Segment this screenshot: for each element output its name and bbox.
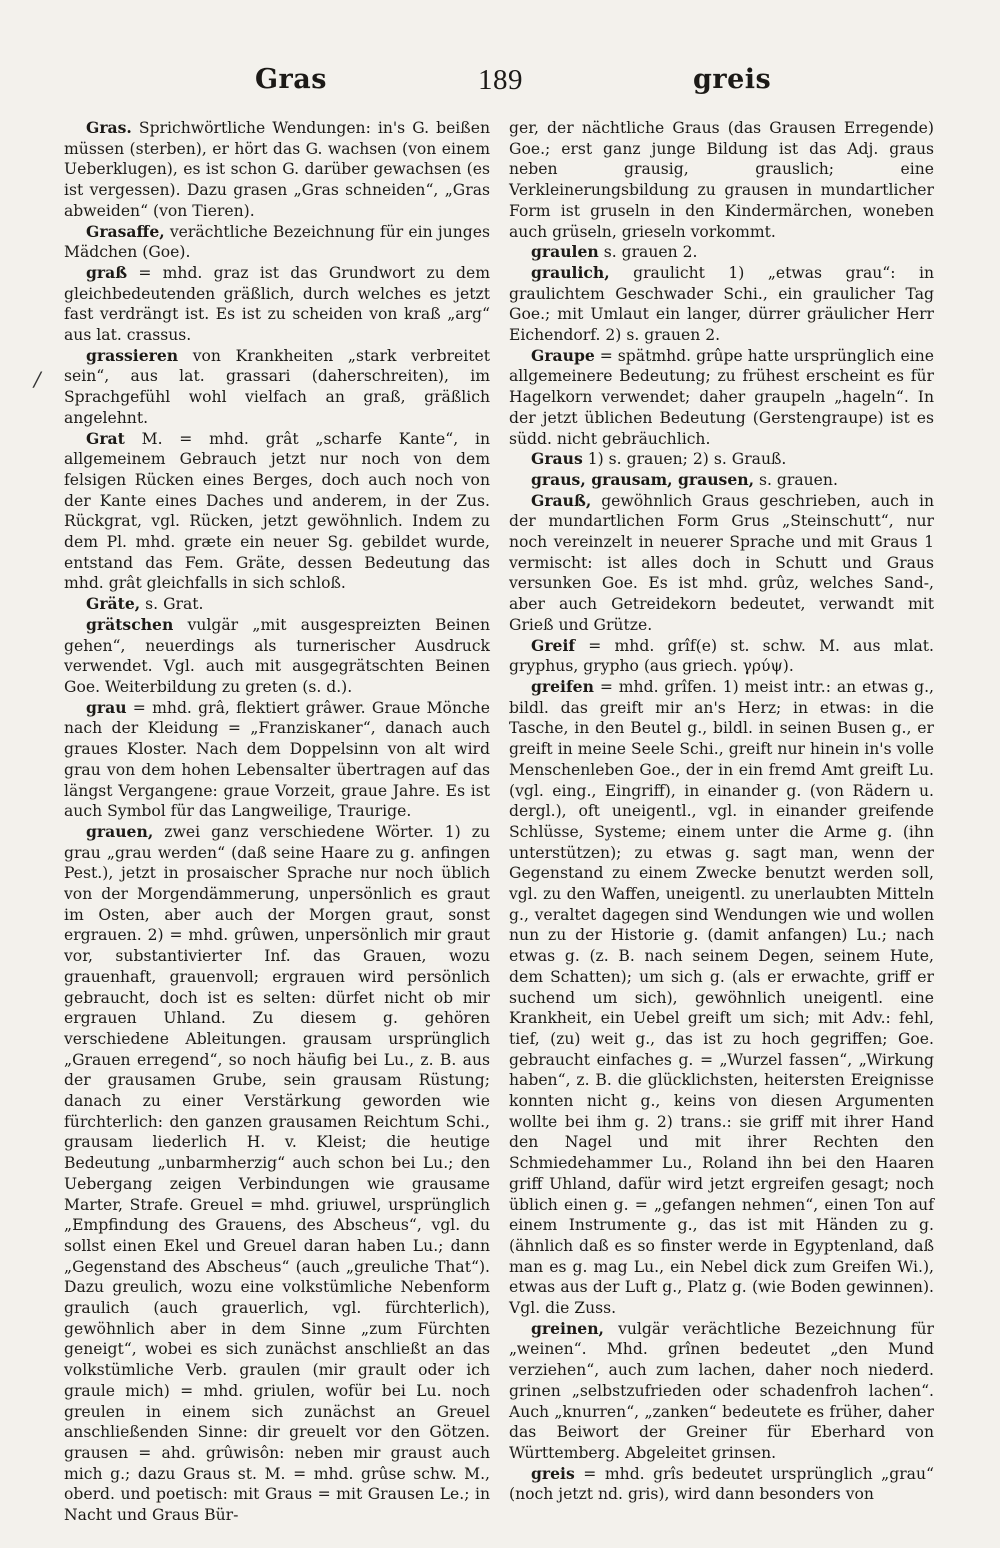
dictionary-entry bbox=[64, 263, 490, 346]
dictionary-entry bbox=[64, 346, 490, 429]
dictionary-entry bbox=[509, 346, 934, 450]
dictionary-entry bbox=[509, 1464, 934, 1505]
dictionary-entry bbox=[509, 263, 934, 346]
entry-text: von Krankheiten „stark verbreitet sein“, aus lat. grassari (daherschreiten), im Sprachgefühl wohl vielfach an graß, gräßlich angelehnt. bbox=[64, 346, 490, 427]
entry-headword: Gras. bbox=[86, 118, 132, 137]
dictionary-entry bbox=[509, 470, 934, 491]
entry-headword: Grauß, bbox=[531, 490, 592, 510]
entry-headword: grassieren bbox=[86, 345, 179, 365]
entry-text: = mhd. graz ist das Grundwort zu dem gleichbedeutenden gräßlich, durch welches es jetzt fast verdrängt ist. Es ist zu scheiden von kraß „arg“ aus lat. crassus. bbox=[64, 263, 490, 345]
dictionary-entry bbox=[64, 594, 490, 615]
entry-text: M. = mhd. grât „scharfe Kante“, in allgemeinem Gebrauch jetzt nur noch von dem felsigen Rücken eines Berges, doch auch noch von der Kante eines Daches und anderem, in der Zus. Rückgrat, vgl. Rücken, jetzt gewöhnlich. Indem zu dem Pl. mhd. græte ein neuer Sg. gebildet wurde, entstand das Fem. Gräte, dessen Bedeutung das mhd. grât gleichfalls in sich schloß. bbox=[64, 429, 490, 593]
entry-text: vulgär verächtliche Bezeichnung für „weinen“. Mhd. grînen bedeutet „den Mund verziehen“, auch zum lachen, daher noch niederd. grinen „selbstzufrieden oder schadenfroh lachen“. Auch „knurren“, „zanken“ bedeutete es früher, daher das Beiwort der Greiner für Eberhard von Württemberg. Abgeleitet grinsen. bbox=[509, 1319, 934, 1462]
entry-headword: Greif bbox=[531, 635, 576, 655]
dictionary-entry bbox=[64, 429, 490, 595]
entry-text: zwei ganz verschiedene Wörter. 1) zu grau „grau werden“ (daß seine Haare zu g. anfingen Pest.), jetzt in prosaischer Sprache nur noch üblich von der Morgendämmerung, unpersönlich es graut im Osten, aber auch der Morgen graut, sonst ergrauen. 2) = mhd. grûwen, unpersönlich mir graut vor, substantivierter Inf. das Grauen, wozu grauenhaft, grauenvoll; ergrauen wird persönlich gebraucht, doch ist es selten: dürfet nicht ob mir ergrauen Uhland. Zu diesem g. gehören verschiedene Ableitungen. grausam ursprünglich „Grauen erregend“, so noch häufig bei Lu., z. B. aus der grausamen Grube, sein grausam Rüstung; danach zu einer Verstärkung geworden wie fürchterlich: den ganzen grausamen Reichtum Schi., grausam liederlich H. v. Kleist; die heutige Bedeutung „unbarmherzig“ auch schon bei Lu.; den Uebergang zeigen Verbindungen wie grausame Marter, Strafe. Greuel = mhd. griuwel, ursprünglich „Empfindung des Grauens, des Abscheus“, vgl. du sollst einen Ekel und Greuel daran haben Lu.; dann „Gegenstand des Abscheus“ (auch „greuliche That“). Dazu greulich, wozu eine volkstümliche Nebenform graulich (auch grauerlich, vgl. fürchterlich), gewöhnlich aber in dem Sinne „zum Fürchten geneigt“, wobei es sich zunächst anschließt an das volkstümliche Verb. graulen (mir grault oder ich graule mich) = mhd. griulen, wofür bei Lu. noch greulen in einem sich zunächst an Greuel anschließenden Sinne: dir greuelt vor den Götzen. grausen = ahd. grûwisôn: neben mir graust auch mich g.; dazu Graus st. M. = mhd. grûse schw. M., oberd. und poetisch: mit Graus = mit Grausen Le.; in Nacht und Graus Bür- bbox=[64, 822, 490, 1525]
page-header bbox=[0, 64, 1000, 104]
entry-headword: graulen bbox=[531, 242, 599, 262]
left-column bbox=[64, 118, 490, 1526]
entry-headword: grätschen bbox=[86, 614, 174, 634]
entry-text: s. Grat. bbox=[140, 595, 204, 614]
header-last-entry: greis bbox=[693, 64, 772, 95]
entry-text: = mhd. grîfen. 1) meist intr.: an etwas g., bildl. das greift mir an's Herz; in etwas: in die Tasche, in den Beutel g., bildl. in seinen Busen g., er greift in meine Seele Schi., greift nur hinein in's volle Menschenleben Goe., der in ein fremd Amt greift Lu. (vgl. eing., Eingriff), in einander g. (von Rädern u. dergl.), oft uneigentl., vgl. in einander greifende Schlüsse, Systeme; einem unter die Arme g. (ihn unterstützen); zu etwas g. sagt man, wenn der Gegenstand zu einem Zwecke benutzt werden soll, vgl. zu den Waffen, uneigentl. zu unerlaubten Mitteln g., veraltet dagegen sind Wendungen wie und wollen nun zu der Historie g. (damit anfangen) Lu.; nach etwas g. (z. B. nach seinem Degen, seinem Hute, dem Schatten); um sich g. (als er erwachte, griff er suchend um sich), gewöhnlich uneigentl. eine Krankheit, ein Uebel greift um sich; mit Adv.: fehl, tief, (zu) weit g., das ist zu hoch gegriffen; Goe. gebraucht einfaches g. = „Wurzel fassen“, „Wirkung haben“, z. B. die glücklichsten, heitersten Ereignisse konnten nicht g., keins von diesen Argumenten wollte bei ihm g. 2) trans.: sie griff mit ihrer Hand den Nagel und mit ihrer Rechten den Schmiedehammer Lu., Roland ihn bei den Haaren griff Uhland, dafür wird jetzt ergreifen gesagt; noch üblich einen g. = „gefangen nehmen“, einen Ton auf einem Instrumente g., das ist mit Händen zu g. (ähnlich daß es so finster werde in Egyptenland, daß man es g. mag Lu., ein Nebel dick zum Greifen Wi.), etwas aus der Luft g., Platz g. (wie Boden gewinnen). Vgl. die Zuss. bbox=[509, 677, 934, 1318]
entry-text: vulgär „mit ausgespreizten Beinen gehen“, neuerdings als turnerischer Ausdruck verwendet. Vgl. auch mit ausgegrätschten Beinen Goe. Weiterbildung zu greten (s. d.). bbox=[64, 615, 490, 696]
entry-text: = mhd. grîs bedeutet ursprünglich „grau“ (noch jetzt nd. gris), wird dann besonders von bbox=[509, 1464, 934, 1504]
dictionary-entry bbox=[64, 222, 490, 263]
entry-text: verächtliche Bezeichnung für ein junges Mädchen (Goe). bbox=[64, 222, 490, 262]
dictionary-entry bbox=[64, 118, 490, 222]
dictionary-entry bbox=[64, 822, 490, 1526]
entry-text: graulicht 1) „etwas grau“: in graulichtem Geschwader Schi., ein graulicher Tag Goe.; mit Umlaut ein langer, dürrer gräulicher Herr Eichendorf. 2) s. grauen 2. bbox=[509, 263, 934, 345]
entry-headword: graulich, bbox=[531, 262, 610, 282]
dictionary-entry bbox=[509, 118, 934, 242]
entry-headword: greinen, bbox=[531, 1318, 604, 1338]
dictionary-entry bbox=[509, 1319, 934, 1464]
entry-text: ger, der nächtliche Graus (das Grausen Erregende) Goe.; erst ganz junge Bildung ist das Adj. graus neben grausig, grauslich; eine Verkleinerungsbildung zu grausen in mundartlicher Form ist gruseln in den Kindermärchen, woneben auch grüseln, grieseln vorkommt. bbox=[509, 119, 934, 241]
dictionary-entry bbox=[64, 698, 490, 822]
dictionary-entry bbox=[509, 449, 934, 470]
dictionary-entry bbox=[509, 677, 934, 1319]
entry-headword: Graus bbox=[531, 449, 583, 469]
page-number: 189 bbox=[478, 64, 523, 96]
entry-headword: greifen bbox=[531, 676, 594, 696]
entry-headword: grauen, bbox=[86, 821, 154, 841]
dictionary-entry bbox=[509, 491, 934, 636]
dictionary-entry bbox=[509, 636, 934, 677]
entry-headword: greis bbox=[531, 1463, 575, 1483]
header-first-entry: Gras bbox=[255, 64, 327, 95]
entry-text: s. grauen 2. bbox=[598, 243, 698, 262]
entry-text: = spätmhd. grûpe hatte ursprünglich eine allgemeinere Bedeutung; zu frühest erscheint es für Hagelkorn verwendet; daher graupeln „hageln“. In der jetzt üblichen Bedeutung (Gerstengraupe) ist es südd. nicht gebräuchlich. bbox=[509, 346, 934, 448]
entry-text: Sprichwörtliche Wendungen: in's G. beißen müssen (sterben), er hört das G. wachsen (von einem Ueberklugen), es ist schon G. darüber gewachsen (es ist vergessen). Dazu grasen „Gras schneiden“, „Gras abweiden“ (von Tieren). bbox=[64, 119, 490, 220]
entry-headword: graß bbox=[86, 262, 128, 282]
entry-text: gewöhnlich Graus geschrieben, auch in der mundartlichen Form Grus „Steinschutt“, nur noch vereinzelt in neuerer Sprache und mit Graus 1 vermischt: ist alles doch in Schutt und Graus versunken Goe. Es ist mhd. grûz, welches Sand-, aber auch Getreidekorn bedeutet, verwandt mit Grieß und Grütze. bbox=[509, 491, 934, 634]
margin-mark: / bbox=[34, 367, 41, 391]
entry-text: = mhd. grîf(e) st. schw. M. aus mlat. gryphus, grypho (aus griech. γρύψ). bbox=[509, 636, 934, 676]
entry-headword: Gräte, bbox=[86, 594, 141, 614]
entry-headword: Graupe bbox=[531, 345, 595, 365]
dictionary-entry bbox=[64, 615, 490, 698]
entry-headword: grau bbox=[86, 697, 127, 717]
dictionary-entry bbox=[509, 242, 934, 263]
entry-headword: Grasaffe, bbox=[86, 221, 165, 241]
entry-headword: Grat bbox=[86, 428, 125, 448]
right-column bbox=[509, 118, 934, 1505]
entry-text: 1) s. grauen; 2) s. Grauß. bbox=[582, 450, 787, 469]
entry-text: s. grauen. bbox=[754, 470, 838, 489]
entry-text: = mhd. grâ, flektiert grâwer. Graue Mönche nach der Kleidung = „Franziskaner“, danach auch graues Kloster. Nach dem Doppelsinn von alt wird grau von dem hohen Lebensalter übertragen auf das längst Vergangene: graue Vorzeit, graue Jahre. Es ist auch Symbol für das Langweilige, Traurige. bbox=[64, 698, 490, 821]
entry-headword: graus, grausam, grausen, bbox=[531, 469, 755, 489]
